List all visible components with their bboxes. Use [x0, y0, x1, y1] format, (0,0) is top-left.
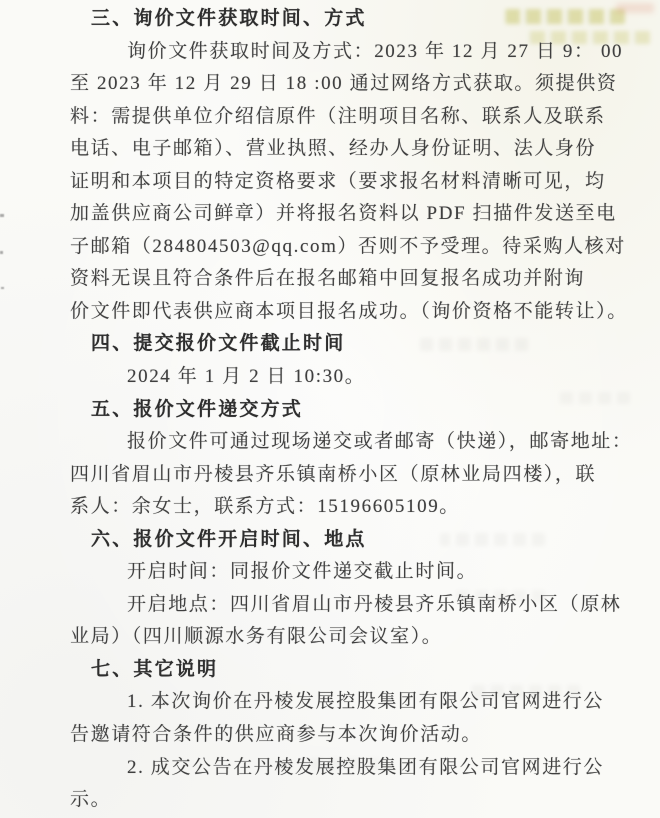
- section-heading-6: 六、报价文件开启时间、地点: [91, 528, 367, 550]
- doc-line-email: 子邮箱（284804503@qq.com）否则不予受理。待采购人核对: [70, 235, 626, 257]
- section-heading-3: 三、询价文件获取时间、方式: [91, 8, 367, 29]
- doc-line: 报价文件可通过现场递交或者邮寄（快递），邮寄地址：: [127, 431, 633, 453]
- section-heading-7: 七、其它说明: [91, 658, 219, 680]
- doc-line: 料：需提供单位介绍信原件（注明项目名称、联系人及联系: [70, 105, 606, 127]
- section-heading-4: 四、提交报价文件截止时间: [91, 333, 346, 355]
- doc-line: 证明和本项目的特定资格要求（要求报名材料清晰可见，均: [70, 170, 606, 192]
- section-heading-5: 五、报价文件递交方式: [91, 398, 304, 420]
- doc-line: 1. 本次询价在丹棱发展控股集团有限公司官网进行公: [127, 691, 605, 713]
- doc-line-address: 四川省眉山市丹棱县齐乐镇南桥小区（原林业局四楼），联: [70, 463, 597, 485]
- doc-line: 开启时间：同报价文件递交截止时间。: [127, 561, 478, 583]
- doc-line: 2. 成交公告在丹棱发展控股集团有限公司官网进行公: [127, 756, 605, 778]
- doc-line: 电话、电子邮箱）、营业执照、经办人身份证明、法人身份: [70, 138, 597, 160]
- doc-line: 价文件即代表供应商本项目报名成功。（询价资格不能转让）。: [70, 300, 628, 322]
- doc-line: 至 2023 年 12 月 29 日 18 :00 通过网络方式获取。须提供资: [70, 73, 618, 95]
- doc-line: 开启地点：四川省眉山市丹棱县齐乐镇南桥小区（原林: [127, 593, 622, 615]
- doc-line: 告邀请符合条件的供应商参与本次询价活动。: [70, 724, 483, 746]
- doc-line: 资料无误且符合条件后在报名邮箱中回复报名成功并附询: [70, 268, 586, 290]
- doc-line-deadline: 2024 年 1 月 2 日 10:30。: [127, 366, 366, 388]
- doc-line: 加盖供应商公司鲜章）并将报名资料以 PDF 扫描件发送至电: [70, 203, 617, 225]
- doc-line-contact: 系人：余女士，联系方式：15196605109。: [70, 496, 460, 518]
- doc-line: 示。: [70, 789, 112, 811]
- doc-line: 业局）（四川顺源水务有限公司会议室）。: [70, 626, 443, 648]
- doc-line: 询价文件获取时间及方式：2023 年 12 月 27 日 9： 00: [127, 40, 624, 62]
